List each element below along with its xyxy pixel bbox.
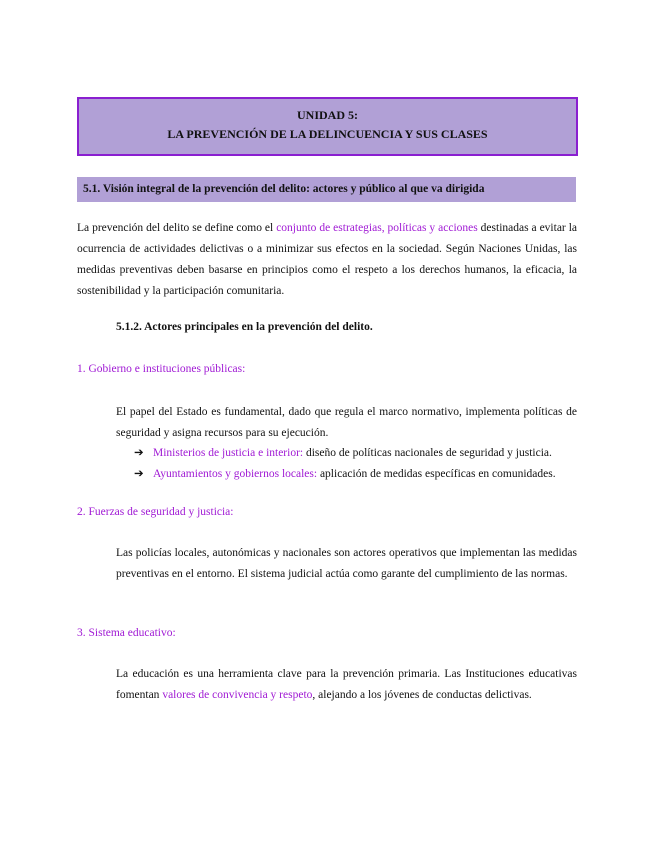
unit-title: LA PREVENCIÓN DE LA DELINCUENCIA Y SUS CLASES — [167, 127, 488, 141]
unit-number: UNIDAD 5: — [297, 108, 358, 122]
subsection-heading: 5.1.2. Actores principales en la prevención del delito. — [116, 321, 373, 333]
arrow-right-icon: ➔ — [134, 468, 144, 480]
unit-title-box — [77, 97, 578, 156]
education-highlight: valores de convivencia y respeto — [162, 689, 313, 701]
bullet-label: Ministerios de justicia e interior: — [153, 447, 304, 459]
actor-heading-government: 1. Gobierno e instituciones públicas: — [77, 363, 246, 375]
intro-text-end: destinadas a evitar la ocurrencia de actividades delictivas o a minimizar sus efectos en la sociedad. Según Naciones Unidas, las medidas preventivas deben basarse en principios como el respeto a los derechos humanos, la eficacia, la sostenibilidad y la participación comunitaria. — [77, 222, 577, 297]
actor-paragraph-education — [116, 664, 577, 706]
intro-text-start: La prevención del delito se define como el — [77, 222, 277, 234]
bullet-text: diseño de políticas nacionales de seguridad y justicia. — [303, 447, 552, 459]
list-item — [134, 464, 577, 485]
education-text-end: , alejando a los jóvenes de conductas delictivas. — [312, 689, 532, 701]
section-heading: 5.1. Visión integral de la prevención del delito: actores y público al que va dirigida — [77, 177, 576, 202]
bullet-label: Ayuntamientos y gobiernos locales: — [153, 468, 318, 480]
list-item — [134, 443, 577, 464]
actor-heading-education: 3. Sistema educativo: — [77, 627, 176, 639]
actor-paragraph-government: El papel del Estado es fundamental, dado que regula el marco normativo, implementa políticas de seguridad y asigna recursos para su ejecución. — [116, 406, 577, 439]
actor-heading-security: 2. Fuerzas de seguridad y justicia: — [77, 506, 234, 518]
government-bullet-list — [134, 443, 577, 485]
bullet-text: aplicación de medidas específicas en comunidades. — [317, 468, 556, 480]
actor-paragraph-security: Las policías locales, autonómicas y nacionales son actores operativos que implementan las medidas preventivas en el entorno. El sistema judicial actúa como garante del cumplimiento de las normas. — [116, 547, 577, 580]
education-text-start: La educación es una herramienta clave para la prevención primaria. Las Instituciones educativas fomentan — [116, 668, 577, 701]
arrow-right-icon: ➔ — [134, 447, 144, 459]
intro-paragraph — [77, 218, 577, 302]
intro-highlight: conjunto de estrategias, políticas y acciones — [276, 222, 478, 234]
